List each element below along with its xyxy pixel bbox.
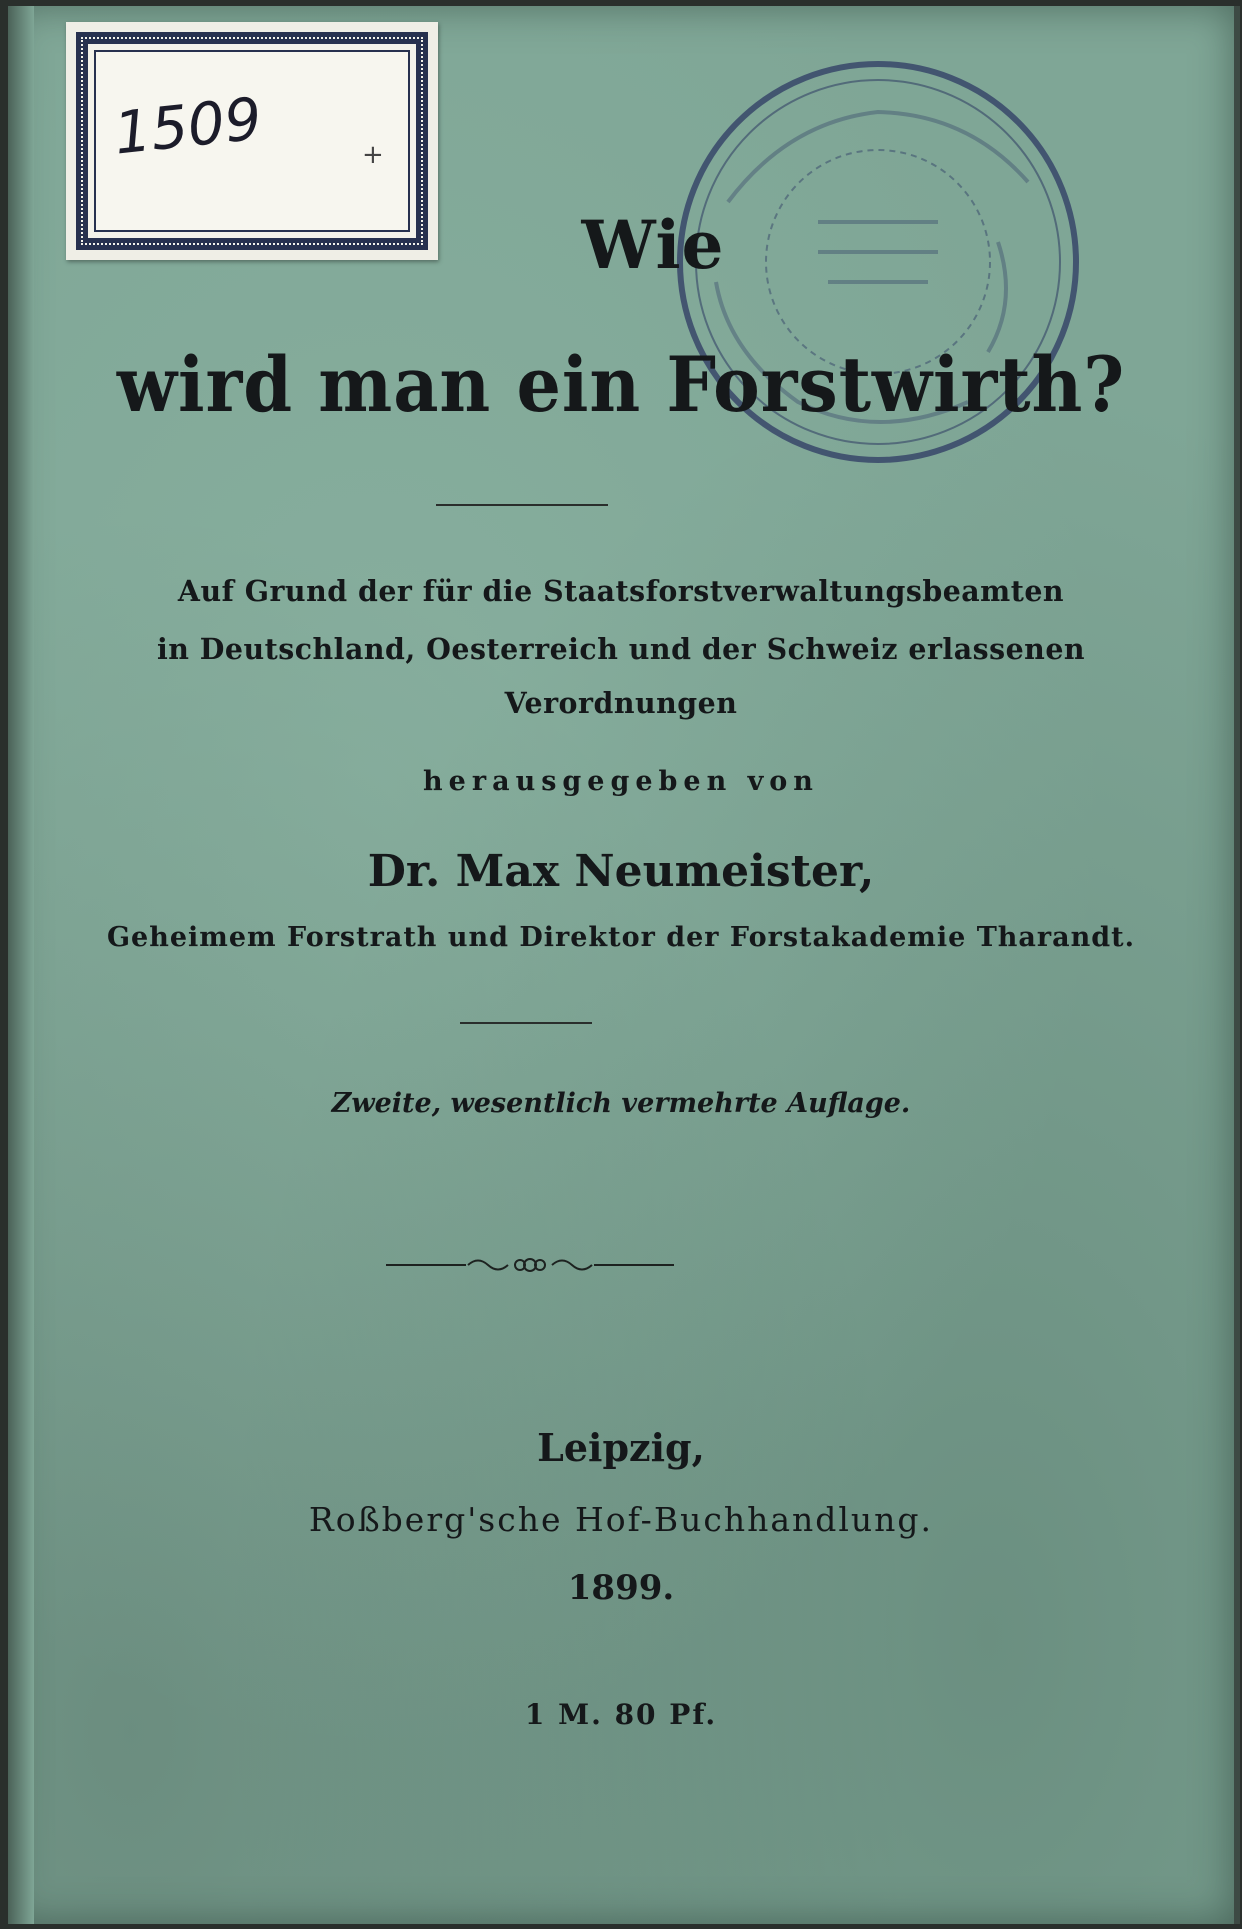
editor-intro: herausgegeben von [423,766,819,797]
edition-note: Zweite, wesentlich vermehrte Auflage. [331,1088,911,1119]
ornament-divider [386,1252,674,1278]
price: 1 M. 80 Pf. [524,1698,718,1731]
subtitle-line-3: Verordnungen [504,686,738,720]
cover-edge [8,6,34,1924]
author-name: Dr. Max Neumeister, [367,846,875,897]
title-line-1: Wie [581,206,725,284]
author-rule [460,1022,592,1024]
author-title: Geheimem Forstrath und Direktor der Forstakademie Tharandt. [106,922,1136,953]
publisher-name: Roßberg'sche Hof-Buchhandlung. [308,1500,934,1539]
subtitle-line-2: in Deutschland, Oesterreich und der Schweiz erlassenen [156,632,1086,666]
subtitle-line-1: Auf Grund der für die Staatsforstverwaltungsbeamten [177,574,1065,608]
title-rule [436,504,608,506]
label-mark: + [362,140,384,170]
publication-year: 1899. [567,1568,675,1608]
title-line-2: wird man ein Forstwirth? [116,340,1126,429]
shelf-number: 1509 [110,84,265,168]
publication-city: Leipzig, [537,1425,705,1470]
